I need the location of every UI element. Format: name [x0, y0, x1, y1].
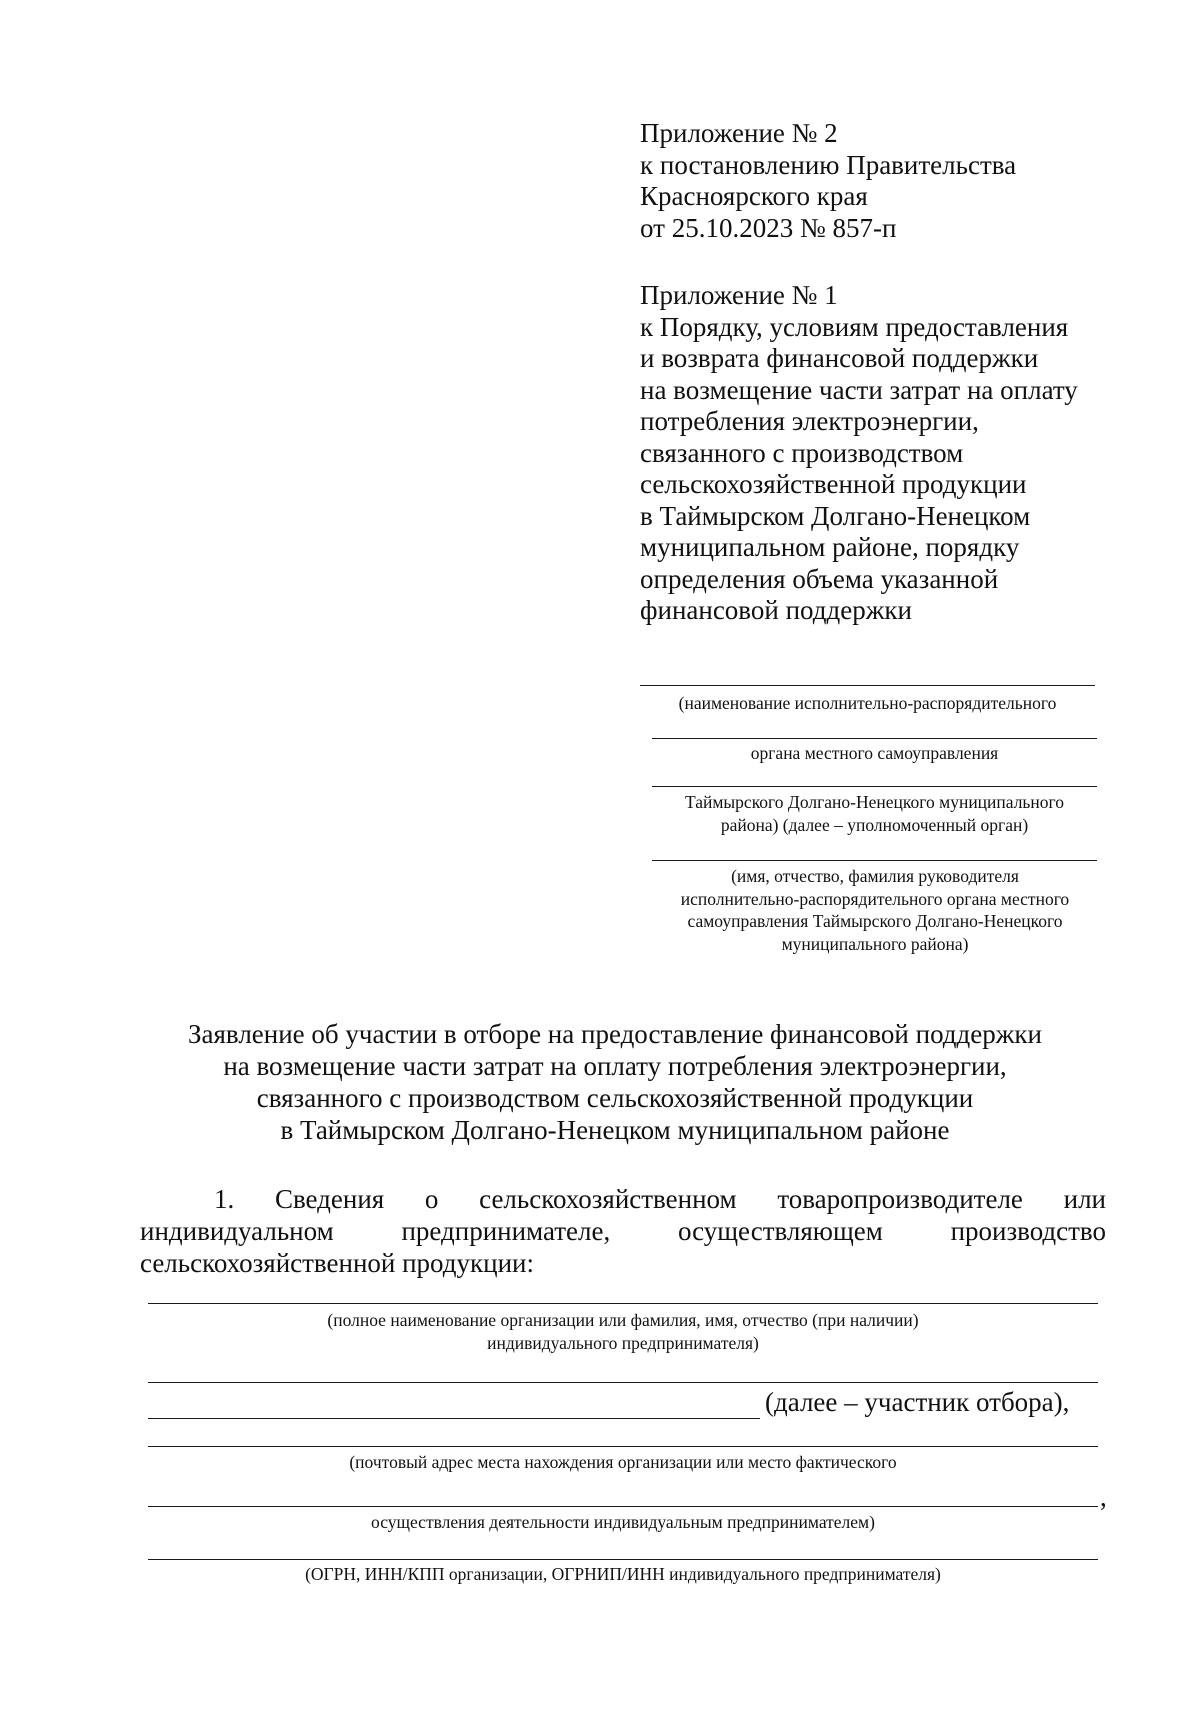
word: предпринимателе, — [401, 1216, 611, 1246]
word: 1. — [214, 1184, 235, 1214]
appendix-1-line: связанного с производством — [640, 437, 964, 468]
word: Сведения — [274, 1184, 385, 1214]
appendix-1-line: финансовой поддержки — [640, 595, 912, 625]
addressee-fill-line[interactable] — [640, 685, 1095, 686]
appendix-1-line: муниципальном районе, порядку — [640, 532, 1020, 562]
caption-line: осуществления деятельности индивидуальным предпринимателем) — [371, 1512, 875, 1532]
appendix-1-line: на возмещение части затрат на оплату — [640, 374, 1078, 405]
caption-line: Таймырского Долгано-Ненецкого муниципального — [684, 792, 1065, 812]
caption-line: самоуправления Таймырского Долгано-Ненецкого — [687, 911, 1063, 931]
caption-line: (имя, отчество, фамилия руководителя — [731, 866, 1019, 886]
addressee-fill-line[interactable] — [652, 860, 1097, 861]
appendix-1-line: Приложение № 1 — [640, 280, 838, 310]
title-line: на возмещение части затрат на оплату потребления электроэнергии, — [223, 1051, 1007, 1081]
address-fill-line[interactable] — [148, 1446, 1098, 1447]
appendix-1-line: к Порядку, условиям предоставления — [640, 311, 1069, 342]
trailing-comma: , — [1100, 1482, 1107, 1512]
appendix-1-line: сельскохозяйственной продукции — [640, 469, 1027, 499]
addressee-caption — [640, 865, 1110, 955]
caption-line: района) (далее – уполномоченный орган) — [720, 814, 1029, 835]
title-line: связанного с производством сельскохозяйственной продукции — [256, 1083, 974, 1113]
address-fill-line-2[interactable] — [148, 1506, 1098, 1507]
caption-line: исполнительно-распорядительного органа местного — [680, 888, 1070, 909]
appendix-1-line: и возврата финансовой поддержки — [640, 343, 1039, 373]
word: производство — [950, 1216, 1106, 1246]
org-name-fill-line[interactable] — [148, 1303, 1098, 1304]
org-name-caption — [148, 1309, 1098, 1354]
caption-line: органа местного самоуправления — [750, 743, 999, 763]
addressee-caption — [640, 692, 1095, 715]
caption-line: индивидуального предпринимателя) — [487, 1332, 759, 1353]
word: товаропроизводителе — [777, 1184, 1023, 1214]
word: о — [424, 1184, 439, 1214]
appendix-2-line: Приложение № 2 — [640, 118, 838, 148]
appendix-2-line: Красноярского края — [640, 181, 868, 211]
paragraph-line — [140, 1183, 1106, 1215]
appendix-1-line: определения объема указанной — [640, 563, 999, 594]
appendix-1-header — [640, 280, 1078, 627]
participant-fill-line[interactable] — [148, 1418, 760, 1419]
addressee-caption — [652, 742, 1097, 765]
ids-fill-line[interactable] — [148, 1559, 1098, 1560]
caption-line: (наименование исполнительно-распорядительного — [678, 693, 1057, 713]
participant-suffix: (далее – участник отбора), — [765, 1387, 1070, 1417]
word: или — [1063, 1184, 1106, 1214]
word: осуществляющем — [677, 1216, 883, 1246]
address-caption-1 — [148, 1451, 1098, 1474]
ids-caption — [148, 1563, 1098, 1586]
title-line: Заявление об участии в отборе на предоставление финансовой поддержки — [188, 1019, 1042, 1049]
org-name-fill-line-2[interactable] — [148, 1382, 1098, 1383]
address-caption-2 — [148, 1511, 1098, 1534]
paragraph-line — [140, 1215, 1106, 1247]
appendix-2-line: от 25.10.2023 № 857-п — [640, 212, 897, 243]
appendix-2-line: к постановлению Правительства — [640, 149, 1017, 180]
paragraph-line: сельскохозяйственной продукции: — [140, 1248, 534, 1278]
appendix-1-line: потребления электроэнергии, — [640, 406, 979, 436]
addressee-fill-line[interactable] — [652, 786, 1097, 787]
application-title — [140, 1018, 1090, 1146]
caption-line: (почтовый адрес места нахождения организации или место фактического — [349, 1452, 897, 1472]
title-line: в Таймырском Долгано-Ненецком муниципальном районе — [280, 1115, 950, 1145]
addressee-caption — [652, 791, 1097, 836]
addressee-fill-line[interactable] — [652, 738, 1097, 739]
appendix-1-line: в Таймырском Долгано-Ненецком — [640, 500, 1031, 531]
section-1-paragraph — [140, 1183, 1106, 1279]
word: сельскохозяйственном — [479, 1184, 737, 1214]
caption-line: (полное наименование организации или фамилия, имя, отчество (при наличии) — [327, 1310, 919, 1330]
appendix-2-header — [640, 118, 1016, 244]
caption-line: муниципального района) — [781, 933, 969, 954]
word: индивидуальном — [140, 1216, 334, 1246]
caption-line: (ОГРН, ИНН/КПП организации, ОГРНИП/ИНН индивидуального предпринимателя) — [305, 1564, 941, 1584]
